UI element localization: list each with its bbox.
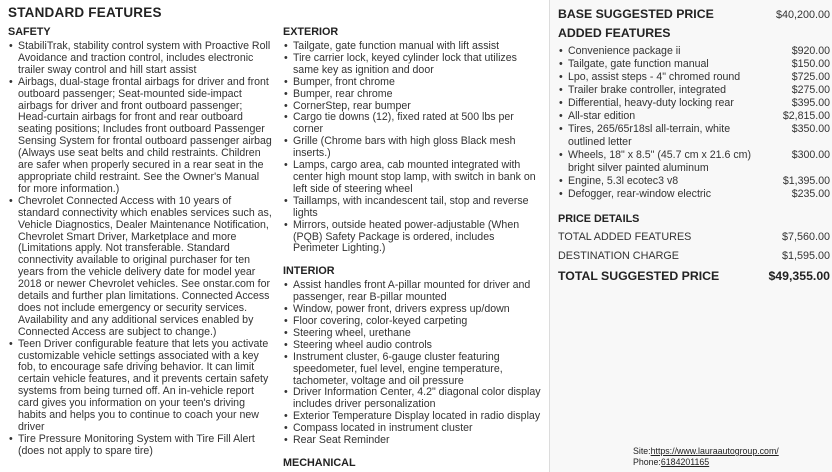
- added-feature-row: [558, 97, 830, 110]
- added-feature-row: [558, 58, 830, 71]
- added-feature-label: • Tailgate, gate function manual: [558, 58, 766, 71]
- added-feature-label: • Convenience package ii: [558, 45, 766, 58]
- interior-feature-list: [283, 280, 542, 447]
- added-features-heading: ADDED FEATURES: [558, 26, 671, 40]
- added-feature-price: $2,815.00: [782, 110, 830, 122]
- dealer-contact-footer: [633, 446, 779, 467]
- added-feature-label: • Engine, 5.3l ecotec3 v8: [558, 175, 766, 188]
- added-feature-price: $350.00: [791, 123, 830, 135]
- exterior-heading: EXTERIOR: [283, 26, 339, 38]
- added-feature-price: $395.00: [791, 97, 830, 109]
- added-feature-label: • Trailer brake controller, integrated: [558, 84, 766, 97]
- feature-item: • Compass located in instrument cluster: [283, 423, 542, 435]
- price-detail-row: [558, 231, 830, 243]
- price-detail-label: TOTAL ADDED FEATURES: [558, 231, 692, 243]
- feature-item: • Grille (Chrome bars with high gloss Black mesh inserts.): [283, 136, 542, 160]
- added-feature-price: $920.00: [791, 45, 830, 57]
- site-line: [633, 446, 779, 457]
- feature-item: • Steering wheel audio controls: [283, 340, 542, 352]
- feature-item: • Driver Information Center, 4.2" diagonal color display includes driver personalization: [283, 387, 542, 411]
- page-title: STANDARD FEATURES: [8, 5, 162, 20]
- section-interior: [283, 265, 542, 447]
- feature-item: • Bumper, rear chrome: [283, 89, 542, 101]
- column-safety: [8, 26, 274, 468]
- base-price-label: BASE SUGGESTED PRICE: [558, 7, 714, 21]
- price-detail-value: $1,595.00: [781, 250, 830, 262]
- feature-item: • Exterior Temperature Display located in radio display: [283, 411, 542, 423]
- site-link[interactable]: https://www.lauraautogroup.com/: [650, 446, 779, 456]
- feature-item: • CornerStep, rear bumper: [283, 101, 542, 113]
- added-feature-row: [558, 110, 830, 123]
- safety-heading: SAFETY: [8, 26, 51, 38]
- added-feature-price: $275.00: [791, 84, 830, 96]
- section-mechanical: [283, 457, 542, 469]
- total-suggested-price-label: TOTAL SUGGESTED PRICE: [558, 269, 720, 283]
- price-detail-label: DESTINATION CHARGE: [558, 250, 679, 262]
- feature-item: • Assist handles front A-pillar mounted for driver and passenger, rear B-pillar mounted: [283, 280, 542, 304]
- safety-feature-list: [8, 41, 274, 458]
- column-exterior-interior: [283, 26, 542, 472]
- feature-item: • Taillamps, with incandescent tail, stop and reverse lights: [283, 196, 542, 220]
- phone-line: [633, 457, 779, 468]
- added-feature-price: $1,395.00: [782, 175, 830, 187]
- feature-item: • Tire carrier lock, keyed cylinder lock that utilizes same key as ignition and door: [283, 53, 542, 77]
- site-label: Site:: [633, 446, 651, 456]
- price-detail-value: $7,560.00: [781, 231, 830, 243]
- added-feature-row: [558, 84, 830, 97]
- feature-item: • Chevrolet Connected Access with 10 years of standard connectivity which enables services such as, Vehicle Diagnostics, Dealer Maintenance Notification, Chevrolet Smart Driver, Marketplace and more (Limitations apply. Not transferable. Standard connectivity available to original purchaser for ten years from the vehicle delivery date for model year 2018 or newer Chevrolet vehicles. See onstar.com for details and further plan limitations. Connected Access does not include emergency or security services. Availability and any additional services enabled by Connected Access are subject to change.): [8, 196, 274, 339]
- price-detail-row: [558, 250, 830, 262]
- feature-item: • Cargo tie downs (12), fixed rated at 500 lbs per corner: [283, 112, 542, 136]
- added-feature-row: [558, 71, 830, 84]
- price-details-heading: PRICE DETAILS: [558, 213, 640, 225]
- added-feature-label: • Lpo, assist steps - 4" chromed round: [558, 71, 766, 84]
- price-details-rows: [558, 231, 830, 262]
- added-feature-row: [558, 123, 830, 149]
- total-suggested-price-row: [558, 269, 830, 283]
- added-feature-label: • Defogger, rear-window electric: [558, 188, 766, 201]
- added-feature-row: [558, 175, 830, 188]
- feature-item: • Teen Driver configurable feature that lets you activate customizable vehicle settings associated with a key fob, to encourage safe driving behavior. It can limit certain vehicle features, and it prevents certain safety systems from being turned off. An in-vehicle report card gives you information on your teen's driving habits and helps you to continue to coach your new driver: [8, 339, 274, 434]
- feature-item: • Instrument cluster, 6-gauge cluster featuring speedometer, fuel level, engine temperature, tachometer, voltage and oil pressure: [283, 352, 542, 388]
- added-feature-row: [558, 149, 830, 175]
- added-feature-price: $725.00: [791, 71, 830, 83]
- added-feature-price: $150.00: [791, 58, 830, 70]
- added-feature-label: • Tires, 265/65r18sl all-terrain, white outlined letter: [558, 123, 766, 149]
- mechanical-heading: MECHANICAL: [283, 457, 356, 469]
- total-suggested-price-value: $49,355.00: [768, 269, 830, 283]
- added-feature-label: • Wheels, 18" x 8.5" (45.7 cm x 21.6 cm) bright silver painted aluminum: [558, 149, 766, 175]
- feature-item: • Lamps, cargo area, cab mounted integrated with center high mount stop lamp, with switch in bank on left side of steering wheel: [283, 160, 542, 196]
- exterior-feature-list: [283, 41, 542, 255]
- pricing-panel: [549, 0, 832, 472]
- phone-label: Phone:: [633, 456, 661, 467]
- added-feature-label: • All-star edition: [558, 110, 766, 123]
- feature-item: • Tire Pressure Monitoring System with Tire Fill Alert (does not apply to spare tire): [8, 434, 274, 458]
- interior-heading: INTERIOR: [283, 265, 335, 278]
- feature-item: • StabiliTrak, stability control system with Proactive Roll Avoidance and traction control, includes electronic trailer sway control and hill start assist: [8, 41, 274, 77]
- section-safety: [8, 26, 274, 458]
- added-feature-price: $300.00: [791, 149, 830, 161]
- feature-item: • Rear Seat Reminder: [283, 435, 542, 447]
- phone-link[interactable]: 6184201165: [660, 456, 710, 467]
- added-feature-label: • Differential, heavy-duty locking rear: [558, 97, 766, 110]
- added-features-list: [558, 45, 830, 201]
- feature-item: • Window, power front, drivers express up/down: [283, 304, 542, 316]
- added-feature-row: [558, 188, 830, 201]
- feature-item: • Mirrors, outside heated power-adjustable (When (PQB) Safety Package is ordered, includes Perimeter Lighting.): [283, 220, 542, 256]
- base-price-value: $40,200.00: [775, 9, 830, 21]
- added-feature-price: $235.00: [791, 188, 830, 200]
- section-exterior: [283, 26, 542, 255]
- feature-item: • Airbags, dual-stage frontal airbags for driver and front outboard passenger; Seat-mounted side-impact airbags for driver and front outboard passenger; Head-curtain airbags for front and rear outboard seating positions; Includes front outboard Passenger Sensing System for frontal outboard passenger airbag (Always use seat belts and child restraints. Children are safer when properly secured in a rear seat in the appropriate child restraint. See the Owner's Manual for more information.): [8, 77, 274, 196]
- feature-item: • Tailgate, gate function manual with lift assist: [283, 41, 542, 53]
- feature-item: • Steering wheel, urethane: [283, 328, 542, 340]
- base-price-row: [558, 7, 830, 21]
- feature-item: • Floor covering, color-keyed carpeting: [283, 316, 542, 328]
- feature-item: • Bumper, front chrome: [283, 77, 542, 89]
- added-feature-row: [558, 45, 830, 58]
